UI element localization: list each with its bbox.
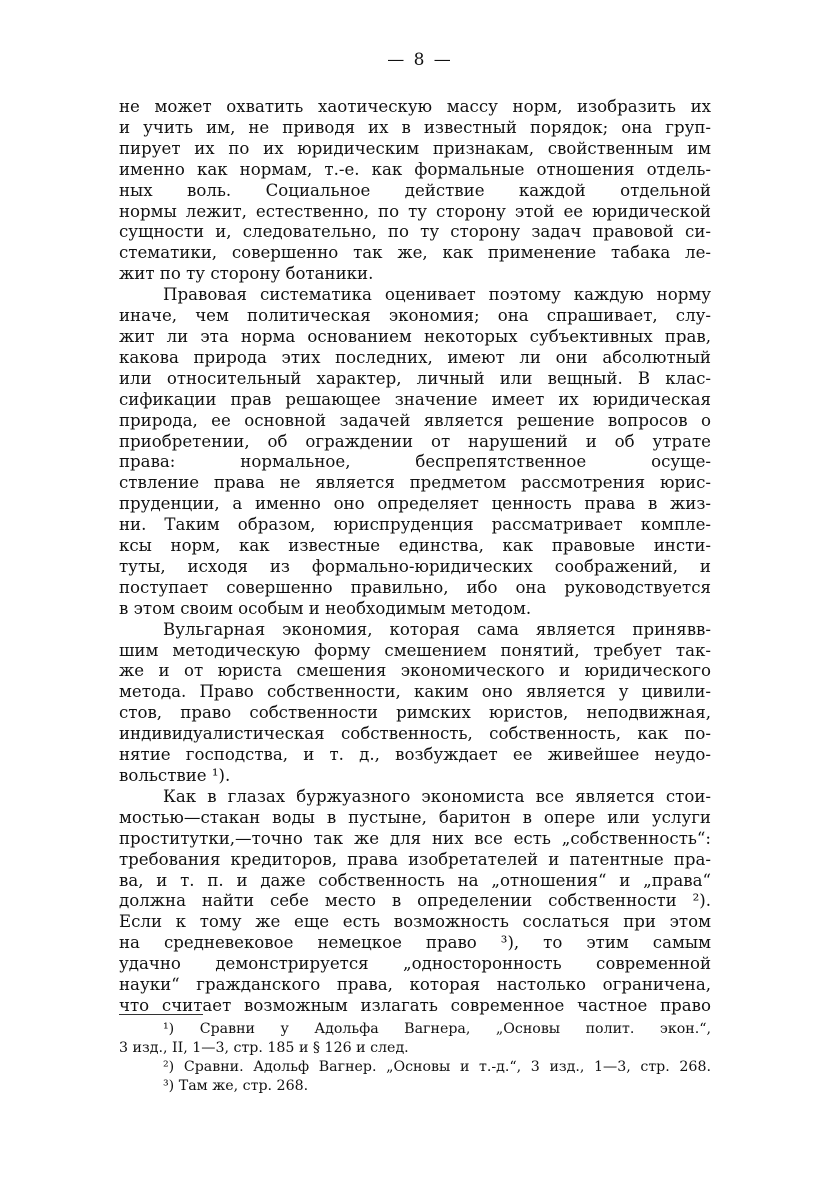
text-line: иначе, чем политическая экономия; она спрашивает, слу- [119, 306, 711, 326]
text-line: ствление права не является предметом рассмотрения юрис- [119, 473, 711, 493]
paragraph-2 [119, 285, 711, 620]
text-line: Вульгарная экономия, которая сама является принявв- [163, 619, 711, 639]
text-line: природа, ее основной задачей является решение вопросов о [119, 410, 711, 430]
text-line: в этом своим особым и необходимым методом. [119, 598, 532, 618]
text-line: ксы норм, как известные единства, как правовые инсти- [119, 536, 711, 556]
text-line: ных воль. Социальное действие каждой отдельной [119, 180, 711, 200]
text-line: мостью—стакан воды в пустыне, баритон в опере или услуги [119, 807, 711, 827]
text-line: нормы лежит, естественно, по ту сторону этой ее юридической [119, 201, 711, 221]
text-line: науки“ гражданского права, которая настолько ограничена, [119, 975, 711, 995]
text-line: или относительный характер, личный или вещный. В клас- [119, 368, 711, 388]
text-line: что считает возможным излагать современное частное право [119, 995, 711, 1015]
text-line: на средневековое немецкое право ³), то этим самым [119, 933, 711, 953]
text-line: должна найти себе место в определении собственности ²). [119, 891, 711, 911]
footnote-line: ¹) Сравни у Адольфа Вагнера, „Основы полит. экон.“, [163, 1021, 711, 1037]
text-line: требования кредиторов, права изобретателей и патентные пра- [119, 849, 711, 869]
paragraph-1 [119, 97, 711, 285]
text-line: сификации прав решающее значение имеет их юридическая [119, 389, 711, 409]
text-line: приобретении, об ограждении от нарушений и об утрате [119, 431, 711, 451]
text-line: Как в глазах буржуазного экономиста все является стои- [163, 786, 711, 806]
paragraph-3 [119, 620, 711, 787]
text-line: вольствие ¹). [119, 766, 231, 785]
footnotes [119, 1020, 711, 1096]
text-line: не может охватить хаотическую массу норм, изобразить их [119, 97, 711, 116]
text-line: стематики, совершенно так же, как применение табака ле- [119, 243, 711, 263]
body-text [119, 97, 711, 1017]
text-line: ни. Таким образом, юриспруденция рассматривает компле- [119, 515, 711, 535]
text-line: метода. Право собственности, каким оно является у цивили- [119, 682, 711, 702]
text-line: и учить им, не приводя их в известный порядок; она груп- [119, 117, 711, 137]
footnote-line: ²) Сравни. Адольф Вагнер. „Основы и т.-д.“, 3 изд., 1—3, стр. 268. [163, 1059, 711, 1075]
text-line: индивидуалистическая собственность, собственность, как по- [119, 724, 711, 744]
text-line: именно как нормам, т.-е. как формальные отношения отдель- [119, 159, 711, 179]
text-line: сущности и, следовательно, по ту сторону задач правовой си- [119, 222, 711, 242]
text-line: Правовая систематика оценивает поэтому каждую норму [163, 285, 711, 305]
text-line: жит по ту сторону ботаники. [119, 264, 374, 284]
text-line: Если к тому же еще есть возможность сослаться при этом [119, 912, 711, 932]
text-line: пруденции, а именно оно определяет ценность права в жиз- [119, 494, 711, 514]
text-line: удачно демонстрируется „односторонность современной [119, 954, 711, 974]
text-line: шим методическую форму смешением понятий, требует так- [119, 640, 711, 660]
text-line: жит ли эта норма основанием некоторых субъективных прав, [119, 326, 711, 346]
page-number: — 8 — [387, 50, 453, 70]
footnote-line: ³) Там же, стр. 268. [163, 1078, 309, 1094]
footnote-divider [119, 1014, 203, 1015]
text-line: стов, право собственности римских юристов, неподвижная, [119, 703, 711, 723]
text-line: ва, и т. п. и даже собственность на „отношения“ и „права“ [119, 870, 711, 890]
text-line: пирует их по их юридическим признакам, свойственным им [119, 138, 711, 158]
text-line: же и от юриста смешения экономического и юридического [119, 661, 711, 681]
footnote-line: 3 изд., II, 1—3, стр. 185 и § 126 и след. [119, 1040, 409, 1056]
text-line: поступает совершенно правильно, ибо она руководствуется [119, 577, 711, 597]
text-line: проститутки,—точно так же для них все есть „собственность“: [119, 828, 711, 848]
paragraph-4 [119, 787, 711, 1017]
text-line: нятие господства, и т. д., возбуждает ее живейшее неудо- [119, 745, 711, 765]
text-line: права: нормальное, беспрепятственное осуще- [119, 452, 711, 472]
text-line: какова природа этих последних, имеют ли они абсолютный [119, 347, 711, 367]
text-line: туты, исходя из формально-юридических соображений, и [119, 556, 711, 576]
